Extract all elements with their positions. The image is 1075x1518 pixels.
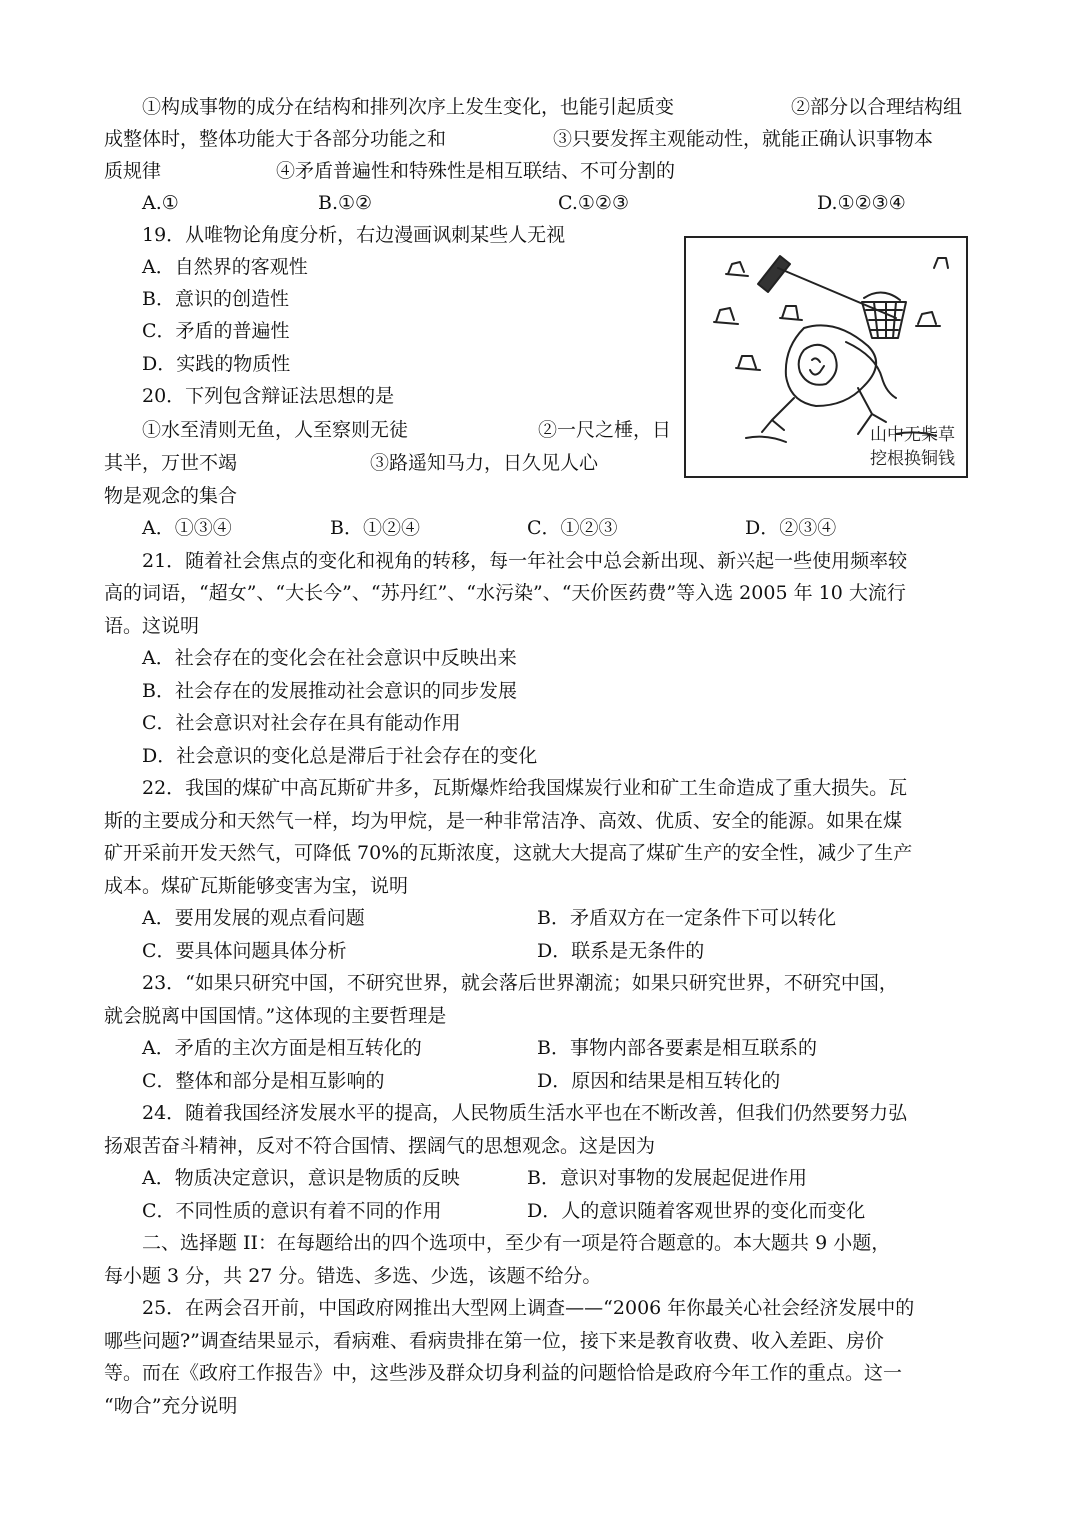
- q21-option-c: C．社会意识对社会存在具有能动作用: [142, 712, 461, 734]
- q19-option-b: B．意识的创造性: [142, 288, 289, 310]
- q20-option-c: C．①②③: [527, 517, 618, 539]
- q20-option-b: B．①②④: [330, 517, 420, 539]
- q23-line-2: 就会脱离中国国情。”这体现的主要哲理是: [104, 1005, 447, 1027]
- q23-option-a: A．矛盾的主次方面是相互转化的: [142, 1037, 422, 1059]
- q22-option-b: B．矛盾双方在一定条件下可以转化: [537, 907, 836, 929]
- q22-line-4: 成本。煤矿瓦斯能够变害为宝，说明: [104, 875, 409, 897]
- cartoon-caption-line-1: 山中无柴草: [870, 425, 955, 445]
- q23-option-d: D．原因和结果是相互转化的: [537, 1070, 781, 1092]
- q18-statement-4: ④矛盾普遍性和特殊性是相互联结、不可分割的: [276, 160, 676, 182]
- q25-line-3: 等。而在《政府工作报告》中，这些涉及群众切身利益的问题恰恰是政府今年工作的重点。这一: [104, 1362, 903, 1384]
- q20-option-a: A．①③④: [142, 517, 232, 539]
- q21-line-1: 21．随着社会焦点的变化和视角的转移，每一年社会中总会新出现、新兴起一些使用频率较: [142, 550, 908, 572]
- q23-option-c: C．整体和部分是相互影响的: [142, 1070, 385, 1092]
- q25-line-1: 25．在两会召开前，中国政府网推出大型网上调查——“2006 年你最关心社会经济发展中的: [142, 1297, 915, 1319]
- q18-option-d: D.①②③④: [817, 192, 906, 214]
- q19-option-a: A．自然界的客观性: [142, 256, 308, 278]
- cartoon-caption-line-2: 挖根换铜钱: [870, 449, 955, 469]
- q24-line-1: 24．随着我国经济发展水平的提高，人民物质生活水平也在不断改善，但我们仍然要努力弘: [142, 1102, 908, 1124]
- q19-option-c: C．矛盾的普遍性: [142, 320, 290, 342]
- q24-option-d: D．人的意识随着客观世界的变化而变化: [527, 1200, 866, 1222]
- q21-option-d: D．社会意识的变化总是滞后于社会存在的变化: [142, 745, 538, 767]
- q22-line-2: 斯的主要成分和天然气一样，均为甲烷，是一种非常洁净、高效、优质、安全的能源。如果在煤: [104, 810, 903, 832]
- q20-stem: 20．下列包含辩证法思想的是: [142, 385, 395, 407]
- q22-option-d: D．联系是无条件的: [537, 940, 705, 962]
- q18-line-2: 成整体时，整体功能大于各部分功能之和: [104, 128, 447, 150]
- q18-option-a: A.①: [142, 192, 179, 214]
- q20-option-d: D．②③④: [745, 517, 837, 539]
- q18-statement-1: ①构成事物的成分在结构和排列次序上发生变化，也能引起质变: [142, 96, 675, 118]
- q24-line-2: 扬艰苦奋斗精神，反对不符合国情、摆阔气的思想观念。这是因为: [104, 1135, 656, 1157]
- cartoon-figure: [684, 236, 968, 478]
- q20-statement-2-start: ②一尺之棰，日: [538, 419, 672, 441]
- q20-line-3: 物是观念的集合: [104, 485, 238, 507]
- q22-option-c: C．要具体问题具体分析: [142, 940, 347, 962]
- section-2-rules: 每小题 3 分，共 27 分。错选、多选、少选，该题不给分。: [104, 1265, 602, 1287]
- q23-line-1: 23．“如果只研究中国，不研究世界，就会落后世界潮流；如果只研究世界，不研究中国，: [142, 972, 898, 994]
- q24-option-c: C．不同性质的意识有着不同的作用: [142, 1200, 442, 1222]
- q20-statement-3: ③路遥知马力，日久见人心: [370, 452, 599, 474]
- q18-option-b: B.①②: [318, 192, 373, 214]
- q25-line-2: 哪些问题?”调查结果显示，看病难、看病贵排在第一位，接下来是教育收费、收入差距、房价: [104, 1330, 884, 1352]
- q18-line-3: 质规律: [104, 160, 162, 182]
- q21-line-2: 高的词语，“超女”、“大长今”、“苏丹红”、“水污染”、“天价医药费”等入选 2005 年 10 大流行: [104, 582, 906, 604]
- q23-option-b: B．事物内部各要素是相互联系的: [537, 1037, 817, 1059]
- q19-stem: 19．从唯物论角度分析，右边漫画讽刺某些人无视: [142, 224, 566, 246]
- q18-option-c: C.①②③: [558, 192, 629, 214]
- q20-statement-1: ①水至清则无鱼，人至察则无徒: [142, 419, 409, 441]
- q22-line-1: 22．我国的煤矿中高瓦斯矿井多，瓦斯爆炸给我国煤炭行业和矿工生命造成了重大损失。瓦: [142, 777, 908, 799]
- q24-option-a: A．物质决定意识，意识是物质的反映: [142, 1167, 460, 1189]
- q24-option-b: B．意识对事物的发展起促进作用: [527, 1167, 807, 1189]
- q18-statement-3: ③只要发挥主观能动性，就能正确认识事物本: [553, 128, 934, 150]
- q25-line-4: “吻合”充分说明: [104, 1395, 238, 1417]
- q22-line-3: 矿开采前开发天然气，可降低 70%的瓦斯浓度，这就大大提高了煤矿生产的安全性，减少了生产: [104, 842, 913, 864]
- section-2-heading: 二、选择题 II：在每题给出的四个选项中，至少有一项是符合题意的。本大题共 9 小题，: [142, 1232, 891, 1254]
- q21-line-3: 语。这说明: [104, 615, 200, 637]
- q18-statement-2-start: ②部分以合理结构组: [791, 96, 963, 118]
- q22-option-a: A．要用发展的观点看问题: [142, 907, 365, 929]
- q21-option-a: A．社会存在的变化会在社会意识中反映出来: [142, 647, 517, 669]
- q19-option-d: D．实践的物质性: [142, 353, 291, 375]
- q20-line-2: 其半，万世不竭: [104, 452, 238, 474]
- q21-option-b: B．社会存在的发展推动社会意识的同步发展: [142, 680, 517, 702]
